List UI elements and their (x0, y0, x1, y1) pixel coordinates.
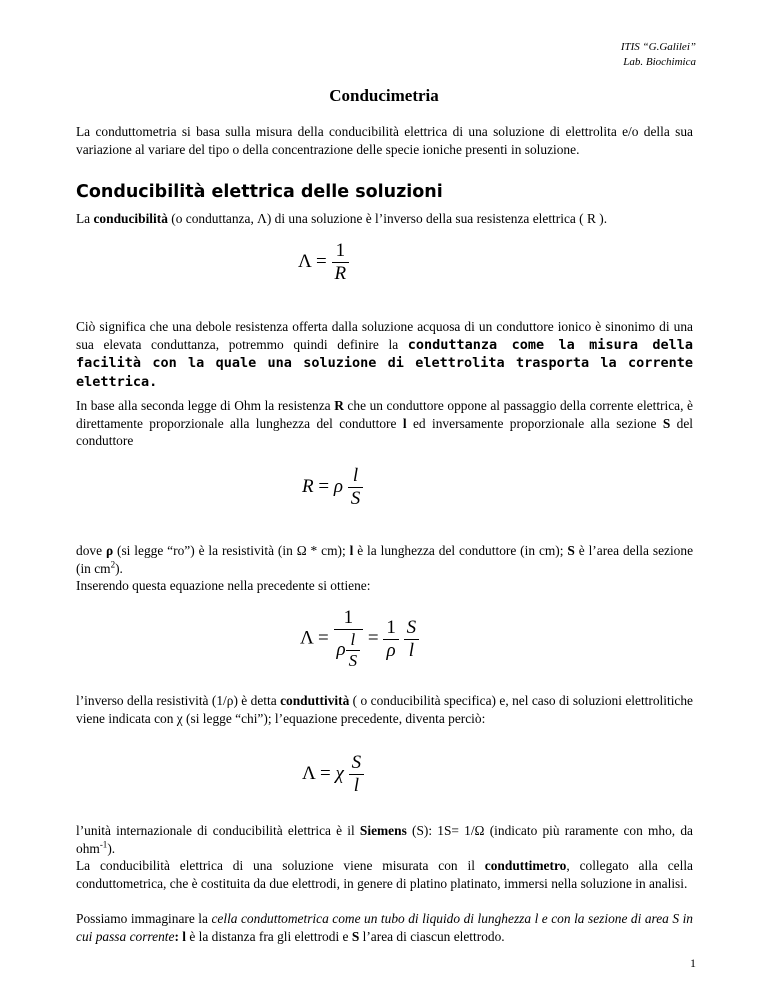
formula-combined: Λ = 1 ρ $\frac{l}{S}$ = $\frac{1}{\rho}$ $\frac{S}{l}$ (300, 607, 419, 671)
text: Ciò significa che una debole resistenza offerta dalla soluzione acquosa di un conduttore ionico è sinonimo di una sua elevata conduttanza, potremmo quindi definire la (76, 319, 693, 352)
formula-conductance (298, 240, 349, 285)
paragraph-conducibilita (76, 210, 693, 228)
fraction: $\frac{1}{R}$ (332, 240, 350, 285)
fraction: $\frac{S}{l}$ (349, 752, 365, 797)
paragraph-conductivity: l’inverso della resistività (1/ρ) è detta conduttività ( o conducibilità specifica) e, nel caso di soluzioni elettrolitiche viene indicata con χ (si legge “chi”); l’equazione precedente, diventa perciò: (76, 693, 693, 726)
page-number: 1 (690, 956, 696, 970)
header-lab: Lab. Biochimica (623, 56, 696, 68)
paragraph-cell: Possiamo immaginare la cella conduttometrica come un tubo di liquido di lunghezza l e con la sezione di area S in cui passa corrente: l è la distanza fra gli elettrodi e S l’area di ciascun elettrodo. (76, 911, 693, 944)
fraction: $\frac{l}{S}$ (348, 465, 364, 510)
term-conducibilita: conducibilità (93, 211, 168, 226)
fraction: 1 ρ $\frac{l}{S}$ (334, 607, 364, 671)
formula-resistance: R = ρ $\frac{l}{S}$ (302, 465, 363, 510)
paragraph-conduttimetro: La conducibilità elettrica di una soluzione viene misurata con il conduttimetro, collegato alla cella conduttometrica, che è costituita da due elettrodi, in genere di platino platinato, immersi nella soluzione in analisi. (76, 858, 693, 891)
intro-paragraph: La conduttometria si basa sulla misura della conducibilità elettrica di una soluzione di elettrolita e/o della sua variazione al variare del tipo o della concentrazione delle specie ioniche presenti in soluzione. (76, 124, 693, 157)
formula-symbol: Λ (298, 250, 312, 272)
paragraph-siemens: l’unità internazionale di conducibilità elettrica è il Siemens (S): 1S= 1/Ω (indicato più raramente con mho, da ohm$^{-1}$). (76, 823, 693, 856)
formula-cell-constant: Λ = χ $\frac{S}{l}$ (302, 752, 364, 797)
paragraph-significance (76, 318, 693, 391)
definition-highlight: conduttanza come la misura della facilità con la quale una soluzione di elettrolita trasporta la corrente elettrica. (76, 336, 693, 390)
paragraph-ohm: In base alla seconda legge di Ohm la resistenza R che un conduttore oppone al passaggio della corrente elettrica, è direttamente proporzionale alla lunghezza del conduttore l ed inversamente proporzionale alla sezione S del conduttore (76, 398, 694, 448)
paragraph-definitions: dove ρ (si legge “ro”) è la resistività (in Ω * cm); l è la lunghezza del conduttore (in cm); S è l’area della sezione (in $cm^2$). (76, 543, 694, 576)
page-title: Conducimetria (329, 86, 439, 105)
paragraph-substitution: Inserendo questa equazione nella precedente si ottiene: (76, 578, 371, 593)
page-header (621, 40, 696, 70)
text: La (76, 211, 94, 226)
header-school: ITIS “G.Galilei” (620, 41, 696, 53)
text: (o conduttanza, Λ) di una soluzione è l’inverso della sua resistenza elettrica ( R ). (167, 211, 608, 226)
section-heading: Conducibilità elettrica delle soluzioni (76, 182, 443, 202)
formula-symbol: = (316, 250, 327, 272)
